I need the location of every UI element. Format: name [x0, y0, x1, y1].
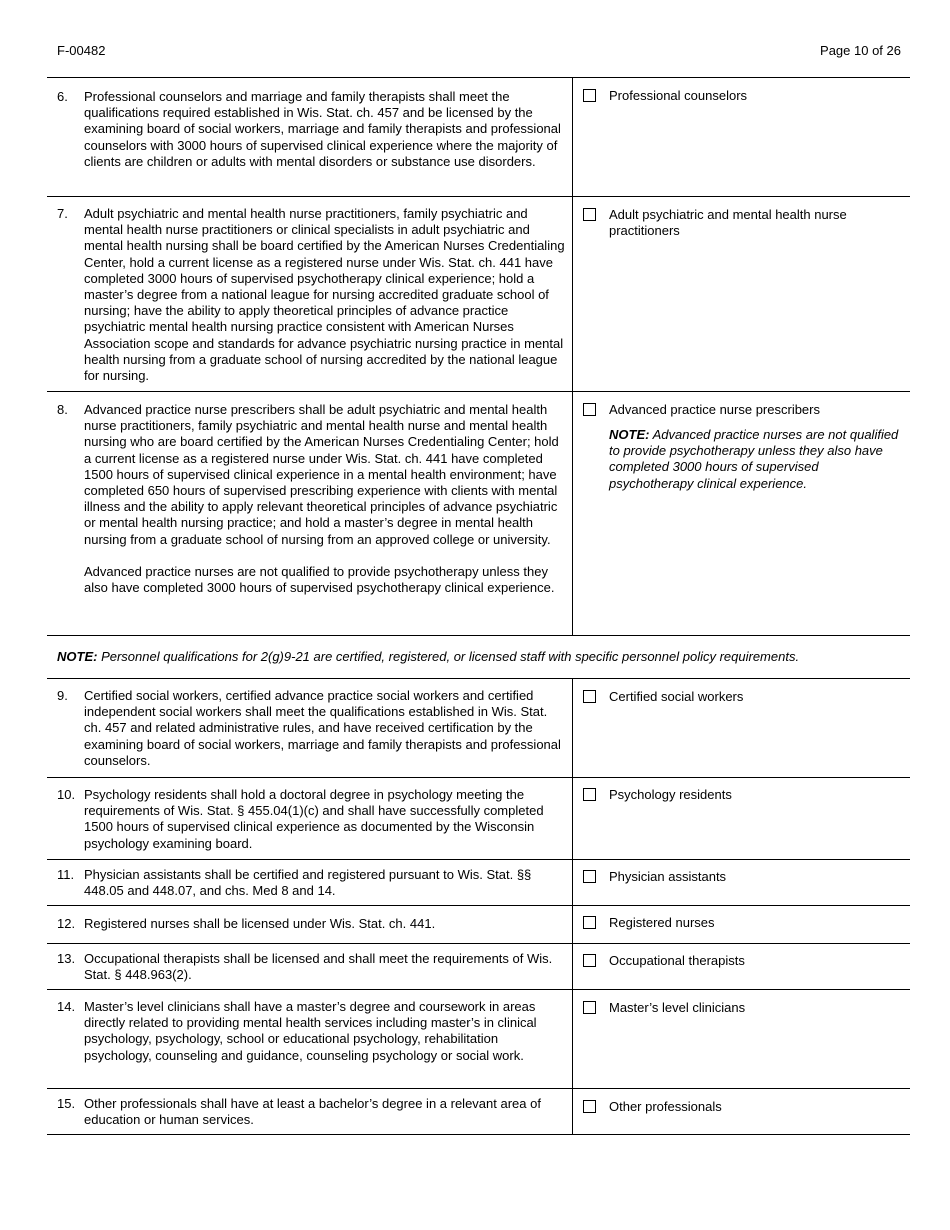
item-number: 7. — [57, 206, 68, 221]
checkbox-label: Adult psychiatric and mental health nurse practitioners — [609, 207, 847, 239]
side-note — [609, 427, 904, 492]
item-description — [84, 951, 568, 983]
checkbox-label: Certified social workers — [609, 689, 744, 704]
item-paragraph: Registered nurses shall be licensed under Wis. Stat. ch. 441. — [84, 916, 436, 931]
checkbox-nurse-practitioners[interactable] — [583, 208, 596, 221]
checkbox-other-professionals[interactable] — [583, 1100, 596, 1113]
form-number: F-00482 — [57, 43, 106, 58]
checkbox-label: Master’s level clinicians — [609, 1000, 746, 1015]
item-paragraph: Professional counselors and marriage and family therapists shall meet the qualifications required established in Wis. Stat. ch. 457 and be licensed by the examining board of social workers, marriage and family therapists and professional counselors with 3000 hours of supervised clinical experience where the majority of clients are children or adults with mental disorders or substance use disorders. — [84, 89, 561, 169]
item-description — [84, 89, 568, 170]
item-number: 6. — [57, 89, 68, 104]
item-description — [84, 867, 568, 899]
row-divider — [47, 1088, 910, 1089]
item-paragraph: Master’s level clinicians shall have a master’s degree and coursework in areas directly related to providing mental health services including master’s in clinical psychology, psychology, school or educational psychology, rehabilitation psychology, counseling and guidance, counseling psychology or social work. — [84, 999, 537, 1063]
checkbox-nurse-prescribers[interactable] — [583, 403, 596, 416]
item-number: 15. — [57, 1096, 76, 1111]
item-paragraph: Advanced practice nurses are not qualified to provide psychotherapy unless they also have completed 3000 hours of supervised psychotherapy clinical experience. — [84, 563, 555, 596]
item-number: 9. — [57, 688, 68, 703]
row-divider — [47, 635, 910, 636]
item-number: 12. — [57, 916, 76, 931]
checkbox-label: Physician assistants — [609, 869, 727, 884]
checkbox-physician-assistants[interactable] — [583, 870, 596, 883]
checkbox-label: Occupational therapists — [609, 953, 745, 968]
section-note — [57, 649, 799, 665]
row-divider — [47, 943, 910, 944]
row-divider — [47, 391, 910, 392]
item-number: 8. — [57, 402, 68, 417]
row-divider — [47, 989, 910, 990]
item-number: 11. — [57, 867, 75, 882]
item-paragraph: Certified social workers, certified advance practice social workers and certified independent social workers shall meet the qualifications established in Wis. Stat. ch. 457 and related administrative rules, and have received certification by the examining board of social workers, marriage and family therapists and professional counselors. — [84, 688, 561, 768]
checkbox-label: Advanced practice nurse prescribers — [609, 402, 820, 417]
item-description — [84, 916, 568, 932]
item-paragraph: Advanced practice nurse prescribers shall be adult psychiatric and mental health nurse practitioners, family psychiatric and mental health nurse and mental health nursing who are board certified by the American Nurses Credentialing Center; hold a current license as a registered nurse under Wis. Stat. ch. 441 have completed 1500 hours of supervised clinical experience in a mental health environment; have completed 650 hours of supervised prescribing experience with clients with mental illness and the ability to apply relevant theoretical principles of advance psychiatric or mental health nursing practice; and hold a master’s degree in mental health nursing from a graduate school of nursing from an approved college or university. — [84, 402, 559, 547]
item-description — [84, 1096, 568, 1128]
row-divider — [47, 777, 910, 778]
checkbox-registered-nurses[interactable] — [583, 916, 596, 929]
row-divider — [47, 1134, 910, 1135]
item-paragraph: Psychology residents shall hold a doctoral degree in psychology meeting the requirements of Wis. Stat. § 455.04(1)(c) and shall have successfully completed 1500 hours of supervised clinical experience as documented by the Wisconsin psychology examining board. — [84, 787, 544, 851]
checkbox-label: Psychology residents — [609, 787, 732, 802]
note-text: Personnel qualifications for 2(g)9-21 are certified, registered, or licensed staff with specific personnel policy requirements. — [97, 649, 800, 664]
checkbox-masters-clinicians[interactable] — [583, 1001, 596, 1014]
page-number: Page 10 of 26 — [820, 43, 901, 58]
checkbox-psychology-residents[interactable] — [583, 788, 596, 801]
note-label: NOTE: — [609, 427, 650, 442]
checkbox-occupational-therapists[interactable] — [583, 954, 596, 967]
checkbox-professional-counselors[interactable] — [583, 89, 596, 102]
row-divider — [47, 77, 910, 78]
item-paragraph: Physician assistants shall be certified and registered pursuant to Wis. Stat. §§ 448.05 and 448.07, and chs. Med 8 and 14. — [84, 867, 532, 899]
checkbox-label: Professional counselors — [609, 88, 748, 103]
item-description — [84, 402, 568, 596]
item-paragraph: Occupational therapists shall be licensed and shall meet the requirements of Wis. Stat. § 448.963(2). — [84, 951, 553, 983]
note-text: Advanced practice nurses are not qualified to provide psychotherapy unless they also have completed 3000 hours of supervised psychotherapy clinical experience. — [609, 427, 899, 491]
item-number: 10. — [57, 787, 76, 802]
row-divider — [47, 196, 910, 197]
row-divider — [47, 905, 910, 906]
checkbox-label: Other professionals — [609, 1099, 722, 1114]
row-divider — [47, 678, 910, 679]
note-label: NOTE: — [57, 649, 98, 664]
item-description — [84, 787, 568, 852]
row-divider — [47, 859, 910, 860]
item-description — [84, 688, 568, 769]
item-description — [84, 999, 568, 1064]
item-paragraph: Other professionals shall have at least a bachelor’s degree in a relevant area of education or human services. — [84, 1096, 541, 1128]
item-number: 14. — [57, 999, 76, 1014]
checkbox-label: Registered nurses — [609, 915, 715, 930]
item-number: 13. — [57, 951, 76, 966]
checkbox-certified-social-workers[interactable] — [583, 690, 596, 703]
item-paragraph: Adult psychiatric and mental health nurse practitioners, family psychiatric and mental health nurse practitioners or clinical specialists in adult psychiatric and mental health nursing shall be board certified by the American Nurses Credentialing Center, hold a current license as a registered nurse under Wis. Stat. ch. 441 have completed 3000 hours of supervised psychotherapy clinical experience; hold a master’s degree from a national league for nursing accredited graduate school of nursing; have the ability to apply theoretical principles of advance practice psychiatric mental health nursing practice consistent with American Nurses Association scope and standards for advance psychiatric nursing practice in mental health nursing from a graduate school of nursing accredited by the national league for nursing. — [84, 206, 565, 384]
item-description — [84, 206, 568, 384]
column-divider — [572, 77, 573, 635]
column-divider — [572, 678, 573, 1134]
